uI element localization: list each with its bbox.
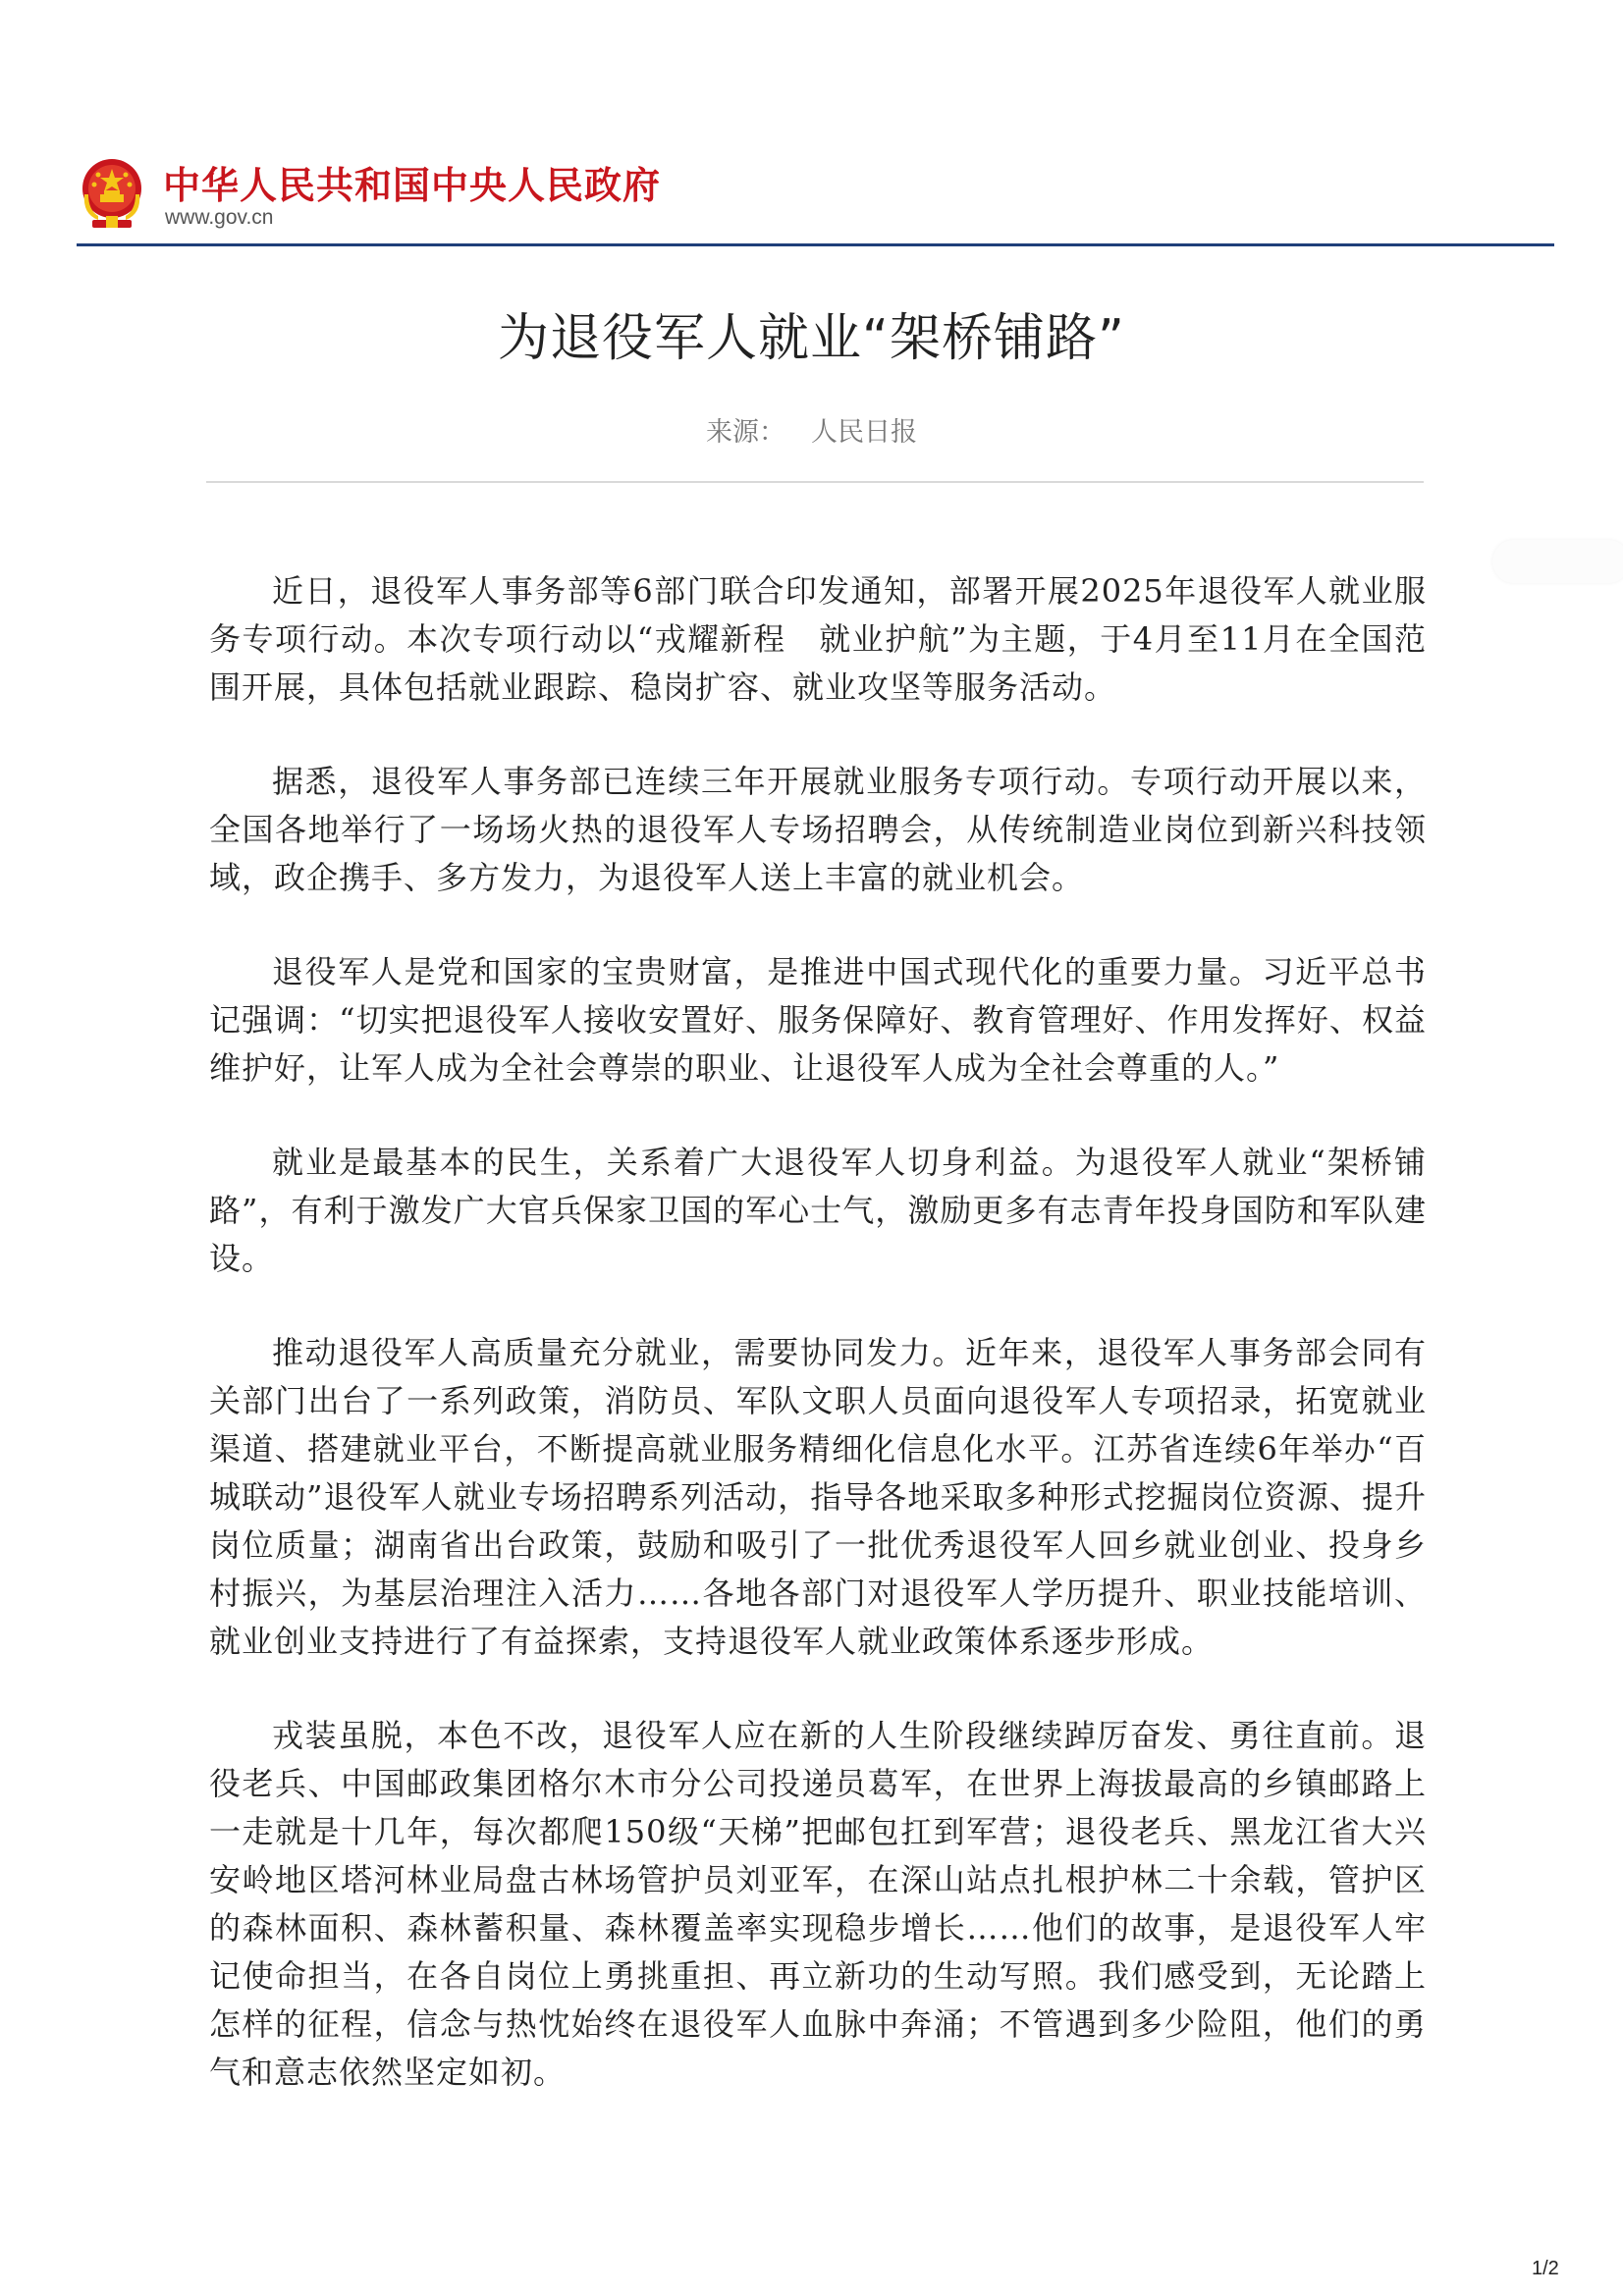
article-paragraph: 就业是最基本的民生，关系着广大退役军人切身利益。为退役军人就业“架桥铺路”，有利于激发广大官兵保家卫国的军心士气，激励更多有志青年投身国防和军队建设。: [209, 1144, 1427, 1277]
article-paragraph: 据悉，退役军人事务部已连续三年开展就业服务专项行动。专项行动开展以来，全国各地举行了一场场火热的退役军人专场招聘会，从传统制造业岗位到新兴科技领域，政企携手、多方发力，为退役军人送上丰富的就业机会。: [209, 763, 1427, 896]
article-paragraph: 退役军人是党和国家的宝贵财富，是推进中国式现代化的重要力量。习近平总书记强调：“切实把退役军人接收安置好、服务保障好、教育管理好、作用发挥好、权益维护好，让军人成为全社会尊崇的职业、让退役军人成为全社会尊重的人。”: [209, 953, 1427, 1087]
article-paragraph: 推动退役军人高质量充分就业，需要协同发力。近年来，退役军人事务部会同有关部门出台了一系列政策，消防员、军队文职人员面向退役军人专项招录，拓宽就业渠道、搭建就业平台，不断提高就业服务精细化信息化水平。江苏省连续6年举办“百城联动”退役军人就业专场招聘系列活动，指导各地采取多种形式挖掘岗位资源、提升岗位质量；湖南省出台政策，鼓励和吸引了一批优秀退役军人回乡就业创业、投身乡村振兴，为基层治理注入活力……各地各部门对退役军人学历提升、职业技能培训、就业创业支持进行了有益探索，支持退役军人就业政策体系逐步形成。: [209, 1334, 1427, 1660]
header-divider: [77, 243, 1554, 246]
source-label: 来源：: [706, 417, 785, 448]
title-divider: [206, 481, 1424, 483]
page-number: 1/2: [1532, 2258, 1559, 2279]
source-name: 人民日报: [811, 417, 917, 448]
article-paragraph: 戎装虽脱，本色不改，退役军人应在新的人生阶段继续踔厉奋发、勇往直前。退役老兵、中国邮政集团格尔木市分公司投递员葛军，在世界上海拔最高的乡镇邮路上一走就是十几年，每次都爬150级“天梯”把邮包扛到军营；退役老兵、黑龙江省大兴安岭地区塔河林业局盘古林场管护员刘亚军，在深山站点扎根护林二十余载，管护区的森林面积、森林蓄积量、森林覆盖率实现稳步增长……他们的故事，是退役军人牢记使命担当，在各自岗位上勇挑重担、再立新功的生动写照。我们感受到，无论踏上怎样的征程，信念与热忱始终在退役军人血脉中奔涌；不管遇到多少险阻，他们的勇气和意志依然坚定如初。: [209, 1717, 1427, 2091]
national-emblem-icon[interactable]: [77, 155, 147, 234]
article-paragraph: 近日，退役军人事务部等6部门联合印发通知，部署开展2025年退役军人就业服务专项行动。本次专项行动以“戎耀新程 就业护航”为主题，于4月至11月在全国范围开展，具体包括就业跟踪、稳岗扩容、就业攻坚等服务活动。: [209, 572, 1427, 706]
article-body: [209, 567, 1427, 2143]
site-header: [77, 147, 1554, 245]
article-title: 为退役军人就业“架桥铺路”: [498, 309, 1125, 368]
site-url[interactable]: www.gov.cn: [165, 206, 274, 229]
site-name[interactable]: 中华人民共和国中央人民政府: [163, 164, 662, 207]
side-floating-tab[interactable]: [1492, 540, 1623, 583]
article-source: [0, 410, 1623, 449]
